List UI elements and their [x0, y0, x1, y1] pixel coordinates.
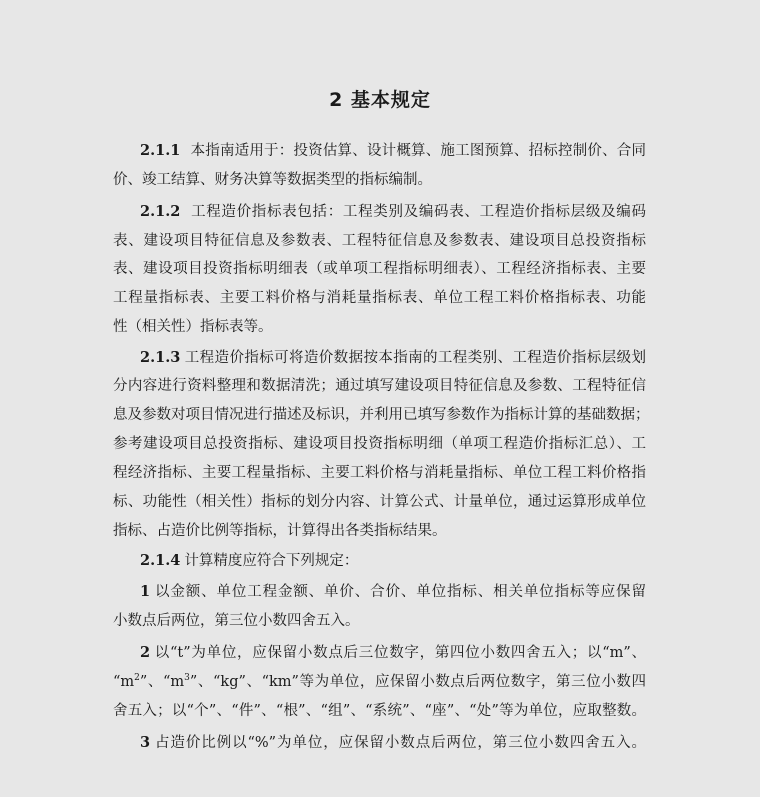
item-3-line-1: 3 占造价比例以“%”为单位，应保留小数点后两位，第三位小数四舍五入。: [140, 734, 646, 751]
section-title: 2 基本规定: [329, 89, 431, 111]
clause-2-1-3-line-4: 参考建设项目总投资指标、建设项目投资指标明细（单项工程造价指标汇总）、工: [113, 436, 646, 452]
clause-2-1-2-line-5: 性（相关性）指标表等。: [113, 319, 273, 335]
clause-2-1-3-line-3: 息及参数对项目情况进行描述及标识，并利用已填写参数作为指标计算的基础数据；: [113, 407, 650, 423]
clause-2-1-2-line-3: 表、建设项目投资指标明细表（或单项工程指标明细表）、工程经济指标表、主要: [113, 261, 646, 277]
clause-2-1-4-line-1: 2.1.4 计算精度应符合下列规定：: [140, 552, 359, 569]
item-number: 2: [140, 644, 151, 661]
item-2-line-3: 舍五入；以“个”、“件”、“根”、“组”、“系统”、“座”、“处”等为单位，应取整数。: [113, 703, 646, 719]
item-2-line-2: “$m^2$”、“$m^3$”、“kg”、“km”等为单位，应保留小数点后两位数字，第三位小数四: [113, 673, 647, 690]
item-number: 1: [140, 583, 151, 600]
clause-number: 2.1.4: [140, 552, 181, 569]
clause-number: 2.1.3: [140, 349, 181, 366]
clause-2-1-3-line-6: 标、功能性（相关性）指标的划分内容、计算公式、计量单位，通过运算形成单位: [113, 494, 646, 510]
item-1-line-2: 小数点后两位，第三位小数四舍五入。: [113, 613, 360, 629]
clause-2-1-3-line-7: 指标、占造价比例等指标，计算得出各类指标结果。: [113, 523, 447, 539]
clause-2-1-1-line-1: 2.1.1 本指南适用于：投资估算、设计概算、施工图预算、招标控制价、合同: [140, 142, 646, 159]
clause-2-1-2-line-2: 表、建设项目特征信息及参数表、工程特征信息及参数表、建设项目总投资指标: [113, 233, 646, 249]
item-number: 3: [140, 734, 151, 751]
item-1-line-1: 1 以金额、单位工程金额、单价、合价、单位指标、相关单位指标等应保留: [140, 583, 646, 600]
clause-2-1-2-line-4: 工程量指标表、主要工料价格与消耗量指标表、单位工程工料价格指标表、功能: [113, 290, 646, 306]
clause-number: 2.1.2: [140, 203, 181, 220]
clause-2-1-2-line-1: 2.1.2 工程造价指标表包括：工程类别及编码表、工程造价指标层级及编码: [140, 203, 646, 220]
clause-2-1-3-line-2: 分内容进行资料整理和数据清洗；通过填写建设项目特征信息及参数、工程特征信: [113, 378, 646, 394]
item-2-line-1: 2 以“t”为单位，应保留小数点后三位数字，第四位小数四舍五入；以“m”、: [140, 644, 646, 661]
clause-2-1-3-line-1: 2.1.3 工程造价指标可将造价数据按本指南的工程类别、工程造价指标层级划: [140, 349, 646, 366]
clause-2-1-1-line-2: 价、竣工结算、财务决算等数据类型的指标编制。: [113, 172, 432, 188]
clause-2-1-3-line-5: 程经济指标、主要工程量指标、主要工料价格与消耗量指标、单位工程工料价格指: [113, 465, 646, 481]
clause-number: 2.1.1: [140, 142, 181, 159]
